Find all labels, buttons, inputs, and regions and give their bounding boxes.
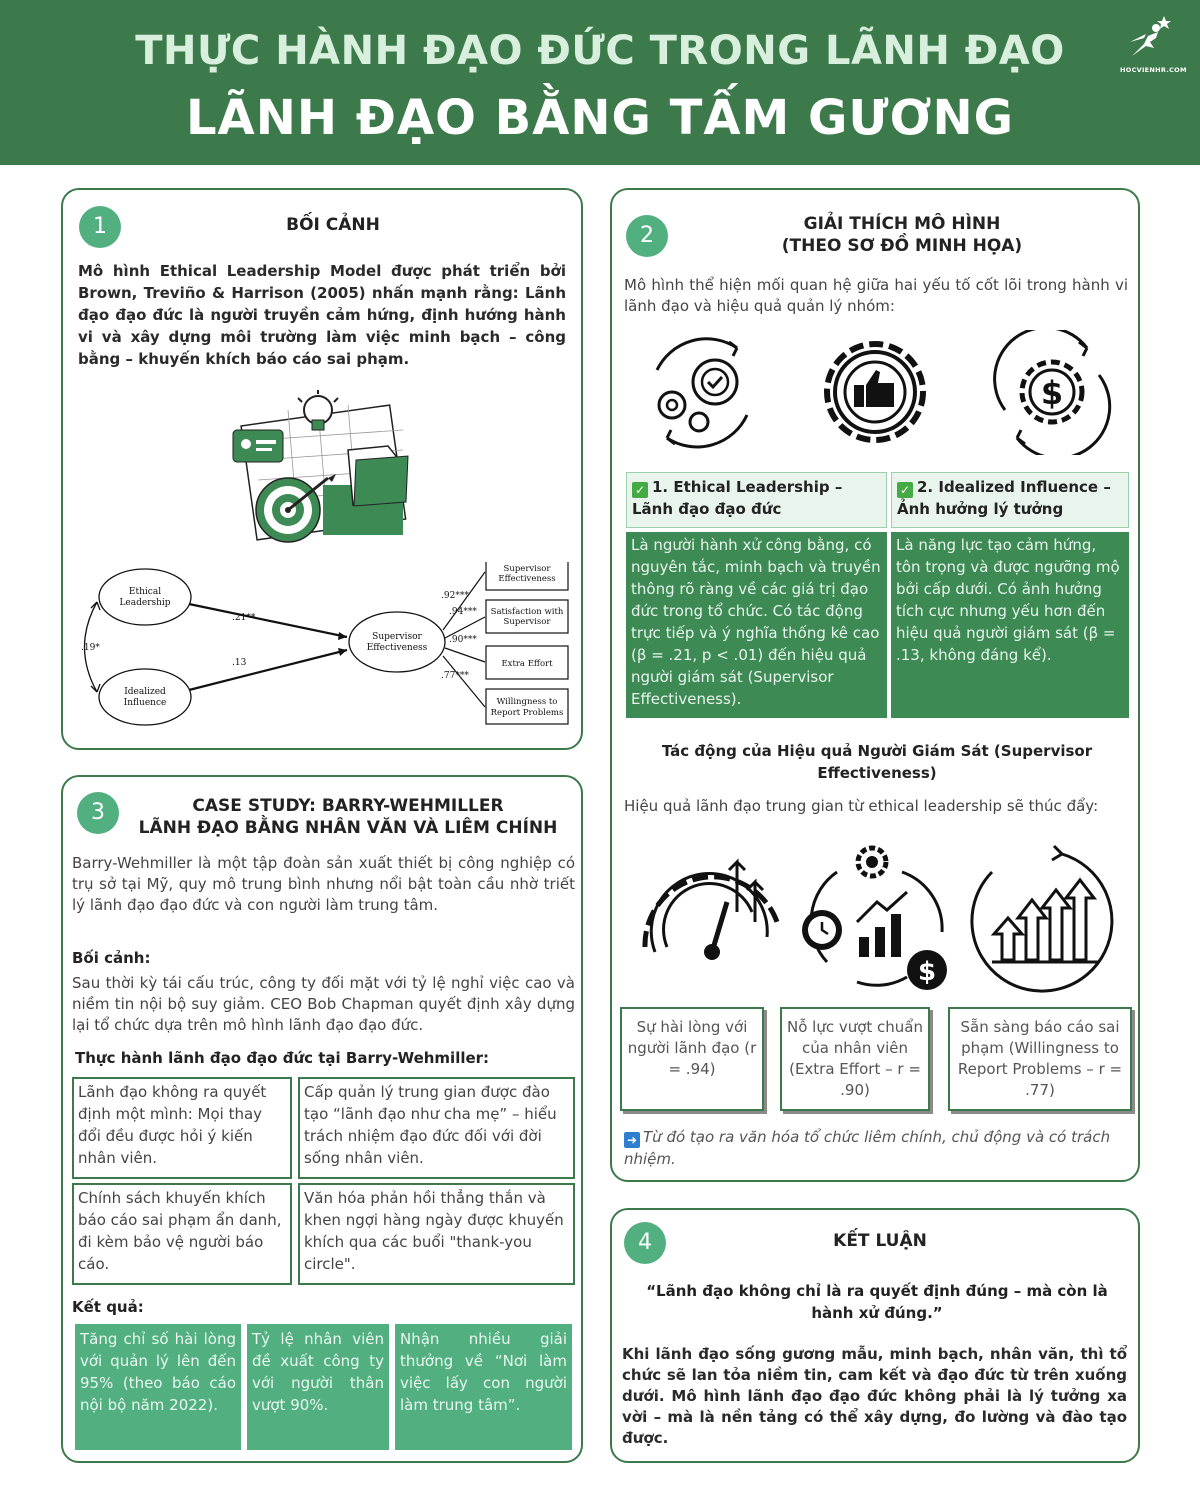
context-body: Sau thời kỳ tái cấu trúc, công ty đối mặt với tỷ lệ nghỉ việc cao và niềm tin nội bộ suy giảm. CEO Bob Chapman quyết định xây dựng lại tổ chức dựa trên mô hình lãnh đạo đạo đức. (72, 974, 575, 1034)
stat-extra-effort: Nỗ lực vượt chuẩn của nhân viên (Extra Effort – r = .90) (780, 1007, 930, 1111)
growth-arrows-cycle-icon (962, 842, 1117, 997)
svg-text:Influence: Influence (123, 698, 167, 708)
idealized-influence-heading: ✓ 2. Idealized Influence – Ảnh hưởng lý tưởng (891, 472, 1129, 528)
clock-chart-dollar-icon (797, 842, 952, 997)
impact-title: Tác động của Hiệu quả Người Giám Sát (Supervisor Effectiveness) (661, 742, 1093, 782)
svg-text:Report Problems: Report Problems (490, 708, 564, 718)
checkmark-icon: ✓ (632, 482, 648, 498)
section-number: 3 (77, 792, 119, 834)
svg-text:Effectiveness: Effectiveness (498, 574, 556, 584)
node-supervisor (349, 612, 445, 672)
strategy-illustration-icon (228, 390, 423, 565)
case-intro: Barry-Wehmiller là một tập đoàn sản xuất thiết bị công nghiệp có trụ sở tại Mỹ, quy mô trung bình nhưng nổi bật toàn cầu nhờ triết lý lãnh đạo đạo đức và con người làm trung tâm. (72, 854, 575, 914)
svg-text:Leadership: Leadership (119, 598, 171, 608)
section-number: 4 (624, 1222, 666, 1264)
result-item: Nhận nhiều giải thưởng về “Nơi làm việc lấy con người làm trung tâm”. (395, 1324, 572, 1450)
section-context-panel (61, 188, 583, 750)
gear-thumbs-up-icon (810, 330, 940, 455)
model-intro: Mô hình thể hiện mối quan hệ giữa hai yếu tố cốt lõi trong hành vi lãnh đạo và hiệu quả quản lý nhóm: (624, 276, 1128, 315)
idealized-influence-body: Là năng lực tạo cảm hứng, tôn trọng và được ngưỡng mộ bởi cấp dưới. Có ảnh hưởng tích cực nhưng yếu hơn đến hiệu quả người giám sát (β = .13, không đáng kể). (891, 532, 1129, 718)
header-banner (0, 0, 1200, 165)
ethical-leadership-body: Là người hành xử công bằng, có nguyên tắc, minh bạch và truyền thông rõ ràng về các giá trị đạo đức trong tổ chức. Có tác động trực tiếp và ý nghĩa thống kê cao (β = .21, p < .01) đến hiệu quả người giám sát (Supervisor Effectiveness). (626, 532, 887, 718)
dollar-cycle-icon (987, 330, 1117, 455)
coef-out3: .90*** (449, 635, 477, 645)
conclusion-body: Khi lãnh đạo sống gương mẫu, minh bạch, nhân văn, thì tổ chức sẽ lan tỏa niềm tin, cam kết và đạo đức từ trên xuống dưới. Mô hình lãnh đạo đạo đức không phải là lý tưởng xa vời – mà là nền tảng có thể xây dựng, đo lường và đào tạo được. (622, 1345, 1127, 1447)
conclusion-quote: “Lãnh đạo không chỉ là ra quyết định đúng – mà còn là hành xử đúng.” (646, 1282, 1108, 1322)
outcome2-label: Satisfaction with (490, 607, 564, 617)
svg-text:$: $ (1040, 374, 1064, 412)
checkmark-icon: ✓ (897, 482, 913, 498)
header-title-line1: THỰC HÀNH ĐẠO ĐỨC TRONG LÃNH ĐẠO (135, 28, 1065, 74)
model-title-line1: GIẢI THÍCH MÔ HÌNH (803, 214, 1001, 234)
practice-item: Lãnh đạo không ra quyết định một mình: Mọi thay đổi đều được hỏi ý kiến nhân viên. (72, 1077, 292, 1179)
result-item: Tỷ lệ nhân viên đề xuất công ty với người thân vượt 90%. (247, 1324, 389, 1450)
node-idealized (99, 669, 191, 725)
model-title-line2: (THEO SƠ ĐỒ MINH HỌA) (781, 236, 1023, 256)
case-title-line2: LÃNH ĐẠO BẰNG NHÂN VĂN VÀ LIÊM CHÍNH (138, 818, 558, 838)
section-model-panel (610, 188, 1140, 1182)
speedometer-arrows-icon (637, 842, 792, 977)
arrow-right-icon: ➜ (624, 1132, 640, 1148)
coef-out2: .94*** (449, 607, 477, 617)
logo-text: HOCVIENHR.COM (1120, 66, 1187, 74)
section-case-study-panel (61, 775, 583, 1463)
svg-text:$: $ (917, 957, 937, 987)
coef-out4: .77*** (441, 671, 469, 681)
stat-satisfaction: Sự hài lòng với người lãnh đạo (r = .94) (620, 1007, 764, 1111)
coef-ethical: .21** (232, 613, 256, 623)
node-ethical (99, 569, 191, 625)
model-conclusion: ➜ Từ đó tạo ra văn hóa tổ chức liêm chính, chủ động và có trách nhiệm. (624, 1128, 1111, 1168)
path-model-diagram (77, 562, 577, 742)
impact-intro: Hiệu quả lãnh đạo trung gian từ ethical leadership sẽ thúc đẩy: (624, 797, 1099, 815)
runner-logo-icon (1126, 14, 1172, 62)
coef-out1: .92*** (441, 591, 469, 601)
practice-label: Thực hành lãnh đạo đạo đức tại Barry-Wehmiller: (75, 1049, 490, 1067)
coef-correlation: .19* (81, 643, 100, 653)
section-number: 1 (79, 206, 121, 248)
node-supervisor-label: Supervisor (372, 632, 422, 642)
outcome4-label: Willingness to (496, 697, 558, 707)
logo (1120, 14, 1187, 74)
context-label: Bối cảnh: (72, 949, 151, 967)
case-title-line1: CASE STUDY: BARRY-WEHMILLER (192, 796, 504, 816)
results-label: Kết quả: (72, 1298, 144, 1316)
practice-item: Chính sách khuyến khích báo cáo sai phạm ẩn danh, đi kèm bảo vệ người báo cáo. (72, 1183, 292, 1285)
outcome1-label: Supervisor (503, 564, 551, 574)
section-title: BỐI CẢNH (286, 215, 380, 235)
result-item: Tăng chỉ số hài lòng với quản lý lên đến 95% (theo báo cáo nội bộ năm 2022). (75, 1324, 241, 1450)
stat-willingness: Sẵn sàng báo cáo sai phạm (Willingness to Report Problems – r = .77) (948, 1007, 1132, 1111)
context-body: Mô hình Ethical Leadership Model được phát triển bởi Brown, Treviño & Harrison (2005) nhấn mạnh rằng: Lãnh đạo đạo đức là người truyền cảm hứng, định hướng hành vi và xây dựng môi trường làm việc minh bạch – công bằng – khuyến khích báo cáo sai phạm. (78, 262, 566, 368)
gears-check-icon (637, 330, 767, 455)
node-idealized-label: Idealized (124, 687, 166, 697)
outcome3-label: Extra Effort (501, 659, 553, 669)
practice-item: Cấp quản lý trung gian được đào tạo “lãnh đạo như cha mẹ” – hiểu trách nhiệm đạo đức đối với đời sống nhân viên. (298, 1077, 575, 1179)
conclusion-title: KẾT LUẬN (833, 1231, 927, 1251)
practice-item: Văn hóa phản hồi thẳng thắn và khen ngợi hàng ngày được khuyến khích qua các buổi "thank-you circle". (298, 1183, 575, 1285)
section-number: 2 (626, 215, 668, 257)
coef-idealized: .13 (232, 658, 247, 668)
ethical-leadership-heading: ✓ 1. Ethical Leadership – Lãnh đạo đạo đức (626, 472, 887, 528)
node-ethical-label: Ethical (128, 587, 162, 597)
header-title-line2: LÃNH ĐẠO BẰNG TẤM GƯƠNG (185, 90, 1015, 146)
section-conclusion-panel (610, 1208, 1140, 1463)
svg-text:Supervisor: Supervisor (503, 617, 551, 627)
svg-text:Effectiveness: Effectiveness (366, 643, 428, 653)
